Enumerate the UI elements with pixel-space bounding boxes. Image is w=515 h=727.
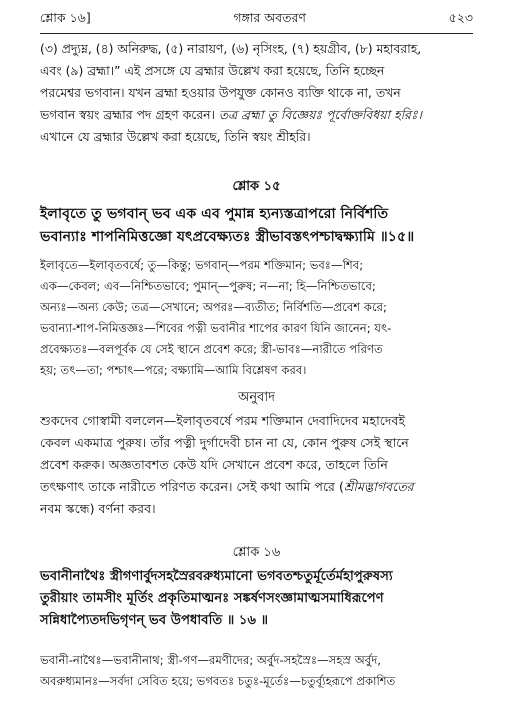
intro-quote: তত্র ব্রহ্মা তু বিজ্ঞেয়ঃ পূর্বোক্তবিধয়া হরিঃ। [218, 107, 422, 122]
gloss-line: ইলাবৃতে—ইলাবৃতবর্ষে; তু—কিন্তু; ভগবান্—পরম শক্তিমান; ভবঃ—শিব; [40, 258, 364, 272]
verse-line: ভবান্যাঃ শাপনিমিত্তজ্ঞো যৎপ্রবেক্ষ্যতঃ স্ত্রীভাবস্তৎপশ্চাদ্বক্ষ্যামি ॥১৫॥ [40, 229, 415, 245]
header-verse-ref: শ্লোক ১৬] [40, 10, 91, 25]
gloss-line: এক—কেবল; এব—নিশ্চিতভাবে; পুমান্—পুরুষ; ন—না; হি—নিশ্চিতভাবে; [40, 279, 376, 293]
verse-line: সন্নিধাপ্যৈতদভিগৃণন্ ভব উপধাবতি ॥ ১৬ ॥ [40, 613, 269, 628]
translation-line: নবম স্কন্ধে) বর্ণনা করব। [40, 501, 156, 516]
gloss-line: অবরুধ্যমানঃ—সর্বদা সেবিত হয়ে; ভগবতঃ চতুঃ-মূর্তেঃ—চতুর্ব্যূহরূপে প্রকাশিত [40, 674, 396, 688]
header-page-number: ৫২৩ [448, 10, 473, 25]
translation-heading: অনুবাদ [238, 390, 275, 405]
header-chapter-title: গঙ্গার অবতরণ [233, 10, 306, 25]
book-title: শ্রীমদ্ভাগবতের [343, 479, 414, 494]
gloss-line: অন্যঃ—অন্য কেউ; তত্র—সেখানে; অপরঃ—ব্যতীত; নির্বিশতি—প্রবেশ করে; [40, 300, 387, 314]
translation-text: তৎক্ষণাৎ তাকে নারীতে পরিণত করেন। সেই কথা আমি পরে ( [40, 479, 344, 494]
sloka-16-word-meanings [40, 650, 473, 692]
translation-line [40, 476, 473, 498]
intro-paragraph [40, 38, 473, 148]
sloka-16-verse [40, 566, 473, 632]
intro-line: পরমেশ্বর ভগবান। যখন ব্রহ্মা হওয়ার উপযুক্ত কোনও ব্যক্তি থাকে না, তখন [40, 85, 401, 100]
header-rule [40, 33, 473, 34]
gloss-line: প্রবেক্ষ্যতঃ—বলপূর্বক যে সেই স্থানে প্রবেশ করে; স্ত্রী-ভাবঃ—নারীতে পরিণত [40, 342, 383, 356]
translation-line: কেবল একমাত্র পুরুষ। তাঁর পত্নী দুর্গাদেবী চান না যে, কোন পুরুষ সেই স্থানে [40, 435, 409, 450]
intro-line [40, 104, 473, 126]
intro-line: (৩) প্রদ্যুম্ন, (৪) অনিরুদ্ধ, (৫) নারায়ণ, (৬) নৃসিংহ, (৭) হয়গ্রীব, (৮) মহাবরাহ, [40, 41, 422, 56]
translation-line: প্রবেশ করুক। অজ্ঞতাবশত কেউ যদি সেখানে প্রবেশ করে, তাহলে তিনি [40, 457, 388, 472]
sloka-16-heading: শ্লোক ১৬ [232, 545, 281, 560]
gloss-line: ভবানী-নাথৈঃ—ভবানীনাথ; স্ত্রী-গণ—রমণীদের; অর্বুদ-সহস্রৈঃ—সহস্র অর্বুদ, [40, 653, 381, 667]
sloka-15-translation [40, 410, 473, 520]
verse-line: ইলাবৃতে তু ভগবান্ ভব এক এব পুমান্ন হ্যন্যস্তত্রাপরো নির্বিশতি [40, 206, 389, 222]
gloss-line: হয়; তৎ—তা; পশ্চাৎ—পরে; বক্ষ্যামি—আমি বিশ্লেষণ করব। [40, 363, 307, 377]
intro-text: ভগবান স্বয়ং ব্রহ্মার পদ গ্রহণ করেন। [40, 107, 219, 122]
gloss-line: ভবান্যা-শাপ-নিমিত্তজ্ঞঃ—শিবের পত্নী ভবানীর শাপের কারণ যিনি জানেন; যৎ- [40, 321, 392, 335]
sloka-15-word-meanings [40, 255, 473, 381]
intro-line: এখানে যে ব্রহ্মার উল্লেখ করা হয়েছে, তিনি স্বয়ং শ্রীহরি। [40, 129, 311, 144]
running-header [40, 10, 473, 30]
verse-line: ভবানীনাথৈঃ স্ত্রীগণার্বুদসহস্রৈরবরুধ্যমানো ভগবতশ্চতুর্মূর্তের্মহাপুরুষস্য [40, 569, 393, 584]
translation-line: শুকদেব গোস্বামী বললেন—ইলাবৃতবর্ষে পরম শক্তিমান দেবাদিদেব মহাদেবই [40, 413, 405, 428]
sloka-15-verse [40, 203, 473, 249]
sloka-15-heading: শ্লোক ১৫ [232, 179, 281, 194]
intro-line: এবং (৯) ব্রহ্মা।” এই প্রসঙ্গে যে ব্রহ্মার উল্লেখ করা হয়েছে, তিনি হচ্ছেন [40, 63, 385, 78]
verse-line: তুরীয়াং তামসীং মূর্তিং প্রকৃতিমাত্মনঃ সঙ্কর্ষণসংজ্ঞামাত্মসমাধিরূপেণ [40, 591, 384, 606]
